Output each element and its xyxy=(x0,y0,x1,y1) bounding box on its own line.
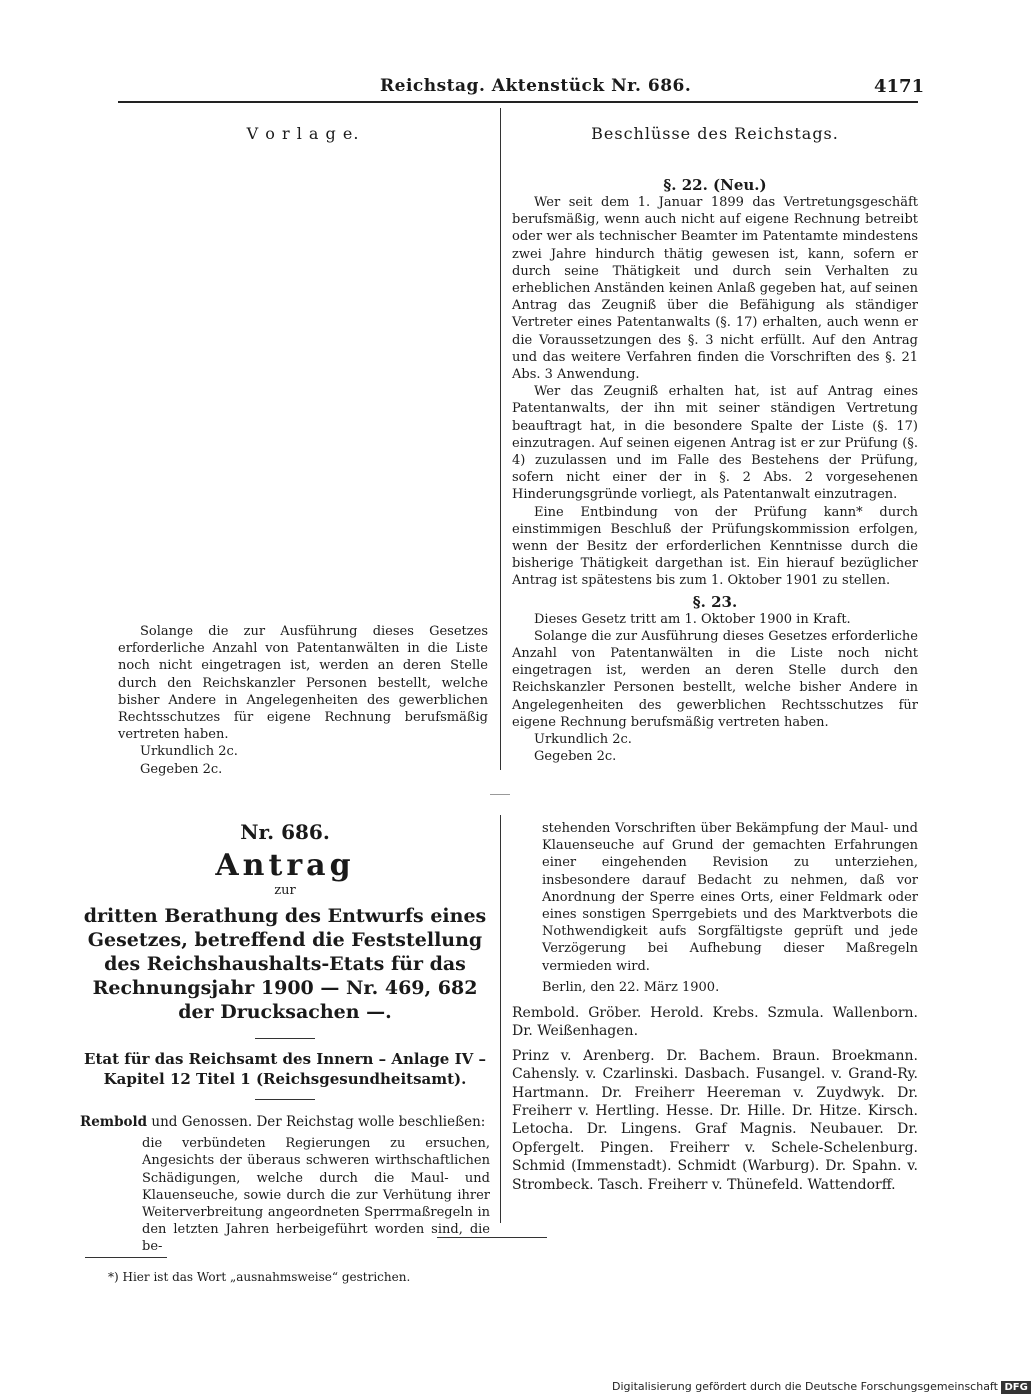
bottom-rule xyxy=(437,1237,547,1238)
antrag-title: Antrag xyxy=(215,848,355,883)
antrag-subject-rule xyxy=(255,1038,315,1039)
page-header-title: Reichstag. Aktenstück Nr. 686. xyxy=(380,76,692,96)
section-22-paragraph-1: Wer seit dem 1. Januar 1899 das Vertretungsgeschäft berufsmäßig, wenn auch nicht auf eigene Rechnung betreibt oder wer als technischer Beamter im Patentamte mindestens zwei Jahre hindurch thätig gewesen ist, kann, sofern er durch seine Thätigkeit und durch sein Verhalten zu erheblichen Anständen keinen Anlaß gegeben hat, auf seinen Antrag das Zeugniß über die Befähigung als ständiger Vertreter eines Patentanwalts (§. 17) erhalten, auch wenn er die Voraussetzungen des §. 3 nicht erfüllt. Auf den Antrag und das weitere Verfahren finden die Vorschriften des §. 21 Abs. 3 Anwendung. xyxy=(512,195,918,383)
left-gegeben: Gegeben 2c. xyxy=(140,761,223,777)
page-number: 4171 xyxy=(874,76,925,97)
digitization-footer-text: Digitalisierung gefördert durch die Deutsche Forschungsgemeinschaft xyxy=(612,1380,998,1393)
antrag-intro-rest: und Genossen. Der Reichstag wolle beschließen: xyxy=(151,1114,486,1130)
antrag-signers-1: Rembold. Gröber. Herold. Krebs. Szmula. Wallenborn. Dr. Weißenhagen. xyxy=(512,1005,918,1040)
left-column-heading: V o r l a g e. xyxy=(246,124,360,143)
section-22-paragraph-2: Wer das Zeugniß erhalten hat, ist auf Antrag eines Patentanwalts, der ihn mit seiner ständigen Vertretung beauftragt hat, in die besondere Spalte der Liste (§. 17) einzutragen. Auf seinen eigenen Antrag ist er zur Prüfung (§. 4) zuzulassen und im Falle des Bestehens der Prüfung, sofern nicht einer der in §. 2 Abs. 2 vorgesehenen Hinderungsgründe vorliegt, als Patentanwalt einzutragen. xyxy=(512,384,918,503)
dfg-logo: DFG xyxy=(1001,1381,1030,1394)
antrag-block xyxy=(80,820,490,1256)
antrag-continuation: stehenden Vorschriften über Bekämpfung der Maul- und Klauenseuche auf Grund der gemachten Erfahrungen einer eingehenden Revision zu unterziehen, insbesondere darauf Bedacht zu nehmen, daß vor Anordnung der Sperre eines Orts, einer Feldmark oder eines sonstigen Sperrgebiets und des Marktverbots die Nothwendigkeit aufs Sorgfältigste geprüft und jede Verzögerung bei Aufhebung dieser Maßregeln vermieden wird. xyxy=(542,821,918,974)
antrag-number: Nr. 686. xyxy=(240,820,330,844)
digitization-footer xyxy=(612,1380,1031,1393)
section-23-paragraph-1: Dieses Gesetz tritt am 1. Oktober 1900 in Kraft. xyxy=(534,611,851,627)
antrag-intro xyxy=(80,1114,490,1131)
column-divider-lower xyxy=(500,815,501,1223)
section-22-title: §. 22. (Neu.) xyxy=(663,176,767,194)
antrag-etat: Etat für das Reichsamt des Innern – Anlage IV – Kapitel 12 Titel 1 (Reichsgesundheitsamt). xyxy=(84,1050,486,1088)
left-column-body xyxy=(118,623,488,778)
right-column-body xyxy=(512,176,918,766)
column-divider-upper xyxy=(500,108,501,770)
section-separator xyxy=(490,794,510,795)
right-urkundlich: Urkundlich 2c. xyxy=(534,732,632,748)
antrag-signers-2: Prinz v. Arenberg. Dr. Bachem. Braun. Broekmann. Cahensly. v. Czarlinski. Dasbach. Fusangel. v. Grand-Ry. Hartmann. Dr. Freiherr Heereman v. Zuydwyk. Dr. Freiherr v. Hertling. Hesse. Dr. Hille. Dr. Hitze. Kirsch. Letocha. Dr. Lingens. Graf Magnis. Neubauer. Dr. Opfergelt. Pingen. Freiherr v. Schele-Schelenburg. Schmid (Immenstadt). Schmidt (Warburg). Dr. Spahn. v. Strombeck. Tasch. Freiherr v. Thünefeld. Wattendorff. xyxy=(512,1047,918,1193)
header-rule xyxy=(118,101,918,103)
right-gegeben: Gegeben 2c. xyxy=(534,749,617,765)
footnote: *) Hier ist das Wort „ausnahmsweise“ gestrichen. xyxy=(108,1270,411,1284)
antrag-continuation-block xyxy=(512,820,918,1194)
antrag-request: die verbündeten Regierungen zu ersuchen, Angesichts der überaus schweren wirthschaftlichen Schädigungen, welche durch die Maul- und Klauenseuche, sowie durch die zur Verhütung ihrer Weiterverbreitung angeordneten Sperrmaßregeln in den letzten Jahren herbeigeführt worden sind, die be- xyxy=(142,1136,490,1255)
section-22-paragraph-3: Eine Entbindung von der Prüfung kann* durch einstimmigen Beschluß der Prüfungskommission erfolgen, wenn der Besitz der erforderlichen Kenntnisse durch die bisherige Thätigkeit dargethan ist. Ein hierauf bezüglicher Antrag ist spätestens bis zum 1. Oktober 1901 zu stellen. xyxy=(512,504,918,589)
antrag-date: Berlin, den 22. März 1900. xyxy=(542,979,720,995)
left-urkundlich: Urkundlich 2c. xyxy=(140,744,238,760)
right-column-heading: Beschlüsse des Reichstags. xyxy=(591,124,839,143)
antrag-intro-name: Rembold xyxy=(80,1114,148,1130)
footnote-rule xyxy=(85,1257,167,1258)
section-23-title: §. 23. xyxy=(692,592,738,611)
antrag-etat-rule xyxy=(255,1099,315,1100)
left-paragraph: Solange die zur Ausführung dieses Gesetzes erforderliche Anzahl von Patentanwälten in die Liste noch nicht eingetragen ist, werden an deren Stelle durch den Reichskanzler Personen bestellt, welche bisher Andere in Angelegenheiten des gewerblichen Rechtsschutzes für eigene Rechnung berufsmäßig vertreten haben. xyxy=(118,624,488,743)
antrag-zur: zur xyxy=(274,883,296,898)
section-23-paragraph-2: Solange die zur Ausführung dieses Gesetzes erforderliche Anzahl von Patentanwälten in die Liste noch nicht eingetragen ist, werden an deren Stelle durch den Reichskanzler Personen bestellt, welche bisher Andere in Angelegenheiten des gewerblichen Rechtsschutzes für eigene Rechnung berufsmäßig vertreten haben. xyxy=(512,628,918,730)
antrag-subject: dritten Berathung des Entwurfs eines Gesetzes, betreffend die Feststellung des Reichshaushalts-Etats für das Rechnungsjahr 1900 — Nr. 469, 682 der Drucksachen —. xyxy=(83,905,487,1023)
